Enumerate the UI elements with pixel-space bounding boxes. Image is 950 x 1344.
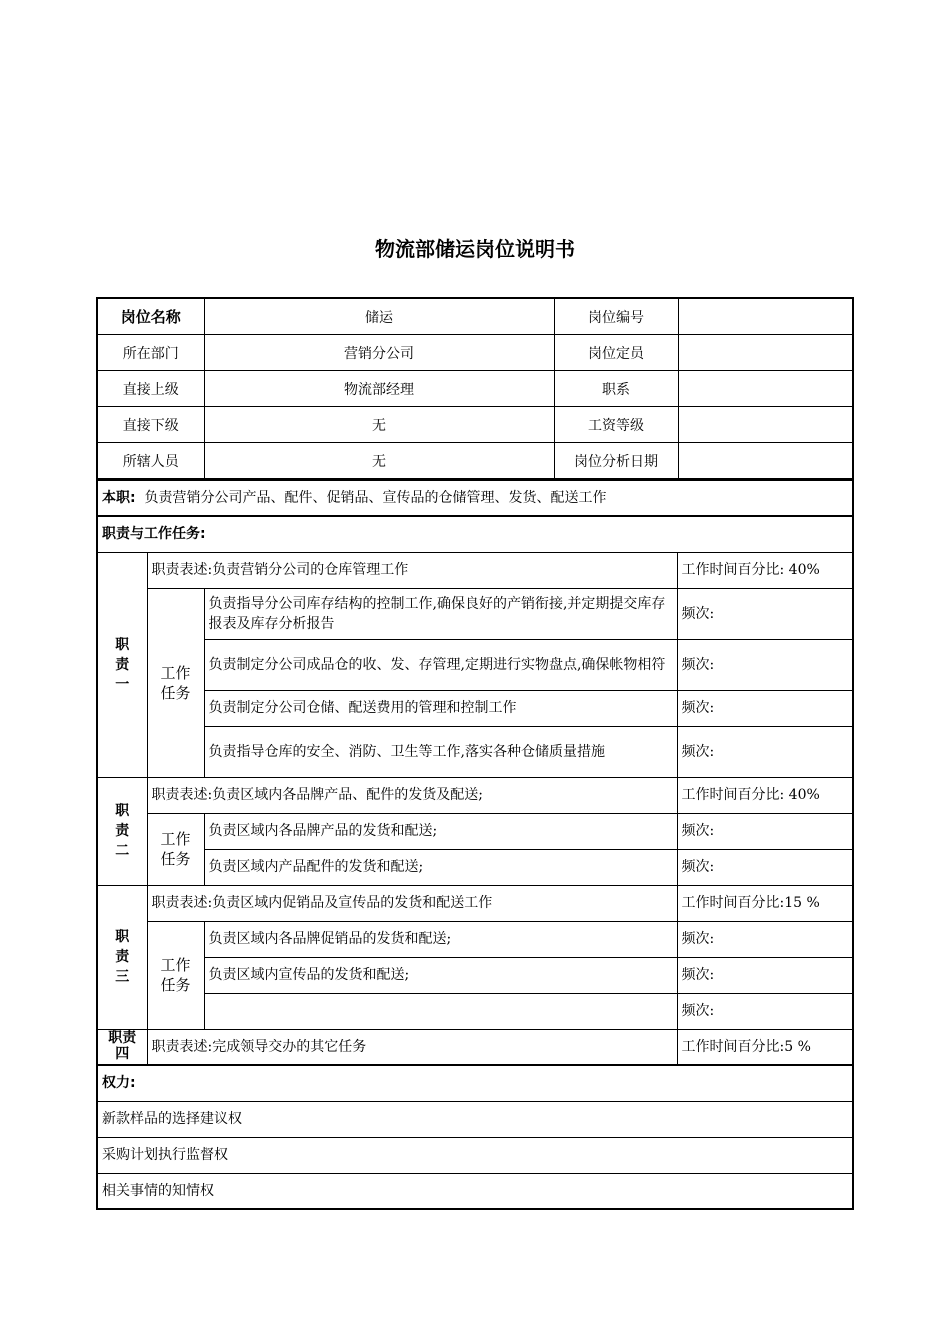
duty-2-label-text: 职责二 [115,803,130,859]
value-headcount [678,335,853,371]
table-row [97,1173,853,1209]
duty-3-task-1-freq: 频次: [677,921,853,957]
table-row [97,443,853,480]
power-item-1: 新款样品的选择建议权 [97,1101,853,1137]
table-row [97,885,853,921]
core-duty-label: 本职: [102,490,136,506]
powers-header: 权力: [97,1065,853,1101]
duty-1-task-2: 负责制定分公司成品仓的收、发、存管理,定期进行实物盘点,确保帐物相符 [204,639,677,690]
core-duty-cell [97,480,853,516]
table-row [97,849,853,885]
label-headcount: 岗位定员 [554,335,678,371]
value-department: 营销分公司 [204,335,554,371]
duties-table [96,479,854,1210]
duty-1-percent: 工作时间百分比: 40% [677,552,853,588]
duty-1-label [97,552,147,777]
table-row [97,1101,853,1137]
duties-header: 职责与工作任务: [97,516,853,552]
table-row [97,1065,853,1101]
table-row [97,813,853,849]
core-duty-text: 负责营销分公司产品、配件、促销品、宣传品的仓储管理、发货、配送工作 [144,490,607,506]
value-analysis-date [678,443,853,480]
value-staff: 无 [204,443,554,480]
value-position-number [678,298,853,335]
basic-info-table [96,297,854,480]
duty-1-task-1: 负责指导分公司库存结构的控制工作,确保良好的产销衔接,并定期提交库存报表及库存分析报告 [204,588,677,639]
duty-1-work-task-label [147,588,204,777]
work-task-text: 工作任务 [160,956,191,994]
duty-1-task-3-freq: 频次: [677,690,853,726]
duty-2-task-2-freq: 频次: [677,849,853,885]
value-subordinate: 无 [204,407,554,443]
label-superior: 直接上级 [97,371,204,407]
duty-4-percent: 工作时间百分比:5 % [677,1029,853,1065]
duty-2-label [97,777,147,885]
table-row [97,480,853,516]
duty-2-percent: 工作时间百分比: 40% [677,777,853,813]
duty-4-label [97,1029,147,1065]
table-row [97,407,853,443]
label-job-family: 职系 [554,371,678,407]
duty-2-work-task-label [147,813,204,885]
duty-3-statement: 职责表述:负责区域内促销品及宣传品的发货和配送工作 [147,885,677,921]
value-superior: 物流部经理 [204,371,554,407]
label-subordinate: 直接下级 [97,407,204,443]
duty-4-statement: 职责表述:完成领导交办的其它任务 [147,1029,677,1065]
duty-3-task-2: 负责区域内宣传品的发货和配送; [204,957,677,993]
duty-3-task-3-freq: 频次: [677,993,853,1029]
power-item-3: 相关事情的知情权 [97,1173,853,1209]
table-row [97,298,853,335]
table-row [97,690,853,726]
label-position-number: 岗位编号 [554,298,678,335]
work-task-text: 工作任务 [160,663,191,702]
duty-3-work-task-label [147,921,204,1029]
value-salary-grade [678,407,853,443]
table-row [97,588,853,639]
work-task-text: 工作任务 [160,830,191,868]
duty-1-task-1-freq: 频次: [677,588,853,639]
table-row [97,1029,853,1065]
duty-3-task-3 [204,993,677,1029]
duty-1-task-4: 负责指导仓库的安全、消防、卫生等工作,落实各种仓储质量措施 [204,726,677,777]
table-row [97,371,853,407]
label-department: 所在部门 [97,335,204,371]
duty-2-task-1-freq: 频次: [677,813,853,849]
duty-2-task-2: 负责区域内产品配件的发货和配送; [204,849,677,885]
label-salary-grade: 工资等级 [554,407,678,443]
duty-3-percent: 工作时间百分比:15 % [677,885,853,921]
duty-2-statement: 职责表述:负责区域内各品牌产品、配件的发货及配送; [147,777,677,813]
table-row [97,993,853,1029]
label-analysis-date: 岗位分析日期 [554,443,678,480]
label-staff: 所辖人员 [97,443,204,480]
table-row [97,335,853,371]
table-row [97,552,853,588]
table-row [97,639,853,690]
table-row [97,516,853,552]
table-row [97,726,853,777]
page-title: 物流部储运岗位说明书 [375,237,575,261]
table-row [97,1137,853,1173]
duty-4-label-text: 职责四 [108,1029,137,1062]
duty-3-label-text: 职责三 [115,929,130,985]
duty-1-label-text: 职责一 [115,636,130,693]
value-position-name: 储运 [204,298,554,335]
table-row [97,777,853,813]
duty-1-task-2-freq: 频次: [677,639,853,690]
label-position-name: 岗位名称 [97,298,204,335]
duty-3-task-1: 负责区域内各品牌促销品的发货和配送; [204,921,677,957]
duty-1-statement: 职责表述:负责营销分公司的仓库管理工作 [147,552,677,588]
duty-2-task-1: 负责区域内各品牌产品的发货和配送; [204,813,677,849]
power-item-2: 采购计划执行监督权 [97,1137,853,1173]
duty-3-label [97,885,147,1029]
table-row [97,957,853,993]
value-job-family [678,371,853,407]
duty-3-task-2-freq: 频次: [677,957,853,993]
duty-1-task-3: 负责制定分公司仓储、配送费用的管理和控制工作 [204,690,677,726]
duty-1-task-4-freq: 频次: [677,726,853,777]
table-row [97,921,853,957]
